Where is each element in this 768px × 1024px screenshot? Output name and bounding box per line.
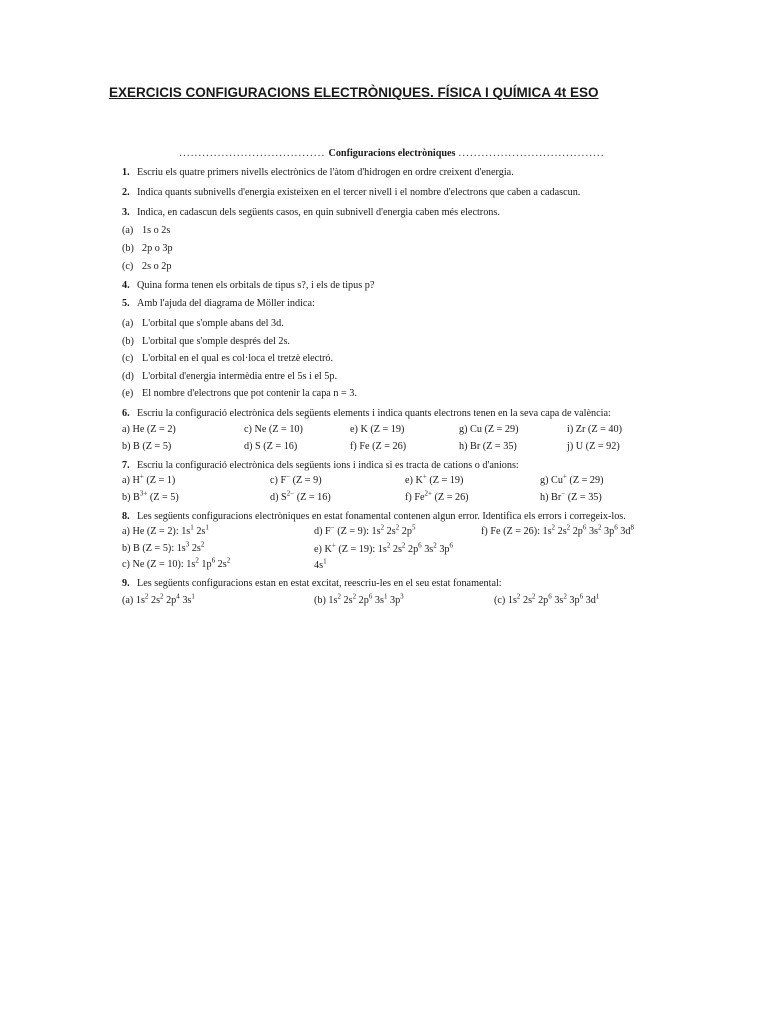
config-item: (c) $1s^2$ $2s^2$ $2p^6$ $3s^2$ $3p^6$ $3d^1$ [494,592,600,606]
list-item: (d) L'orbital d'energia intermèdia entre el 5s i el 5p. [122,371,337,382]
page-title: EXERCICIS CONFIGURACIONS ELECTRÒNIQUES. FÍSICA I QUÍMICA 4t ESO [109,85,599,100]
question-text: Quina forma tenen els orbitals de tipus s?, i els de tipus p? [137,280,375,291]
question-number: 7. [122,460,130,471]
question-text: Escriu la configuració electrònica dels següents ions i indica si es tracta de cations o d'anions: [137,460,519,471]
element-item: d) S (Z = 16) [244,441,298,452]
ion-item: h) Br− (Z = 35) [540,489,602,503]
question-text: Indica quants subnivells d'energia existeixen en el tercer nivell i el nombre d'electrons que caben a cadascun. [137,187,581,198]
question-1 [122,166,514,179]
ion-item: a) H+ (Z = 1) [122,472,176,486]
question-2 [122,186,580,199]
section-heading-text: Configuracions electròniques [328,147,456,159]
question-5 [122,297,315,310]
config-item: f) Fe (Z = 26): $1s^2$ $2s^2$ $2p^6$ $3s^2$ $3p^6$ $3d^8$ [481,523,634,537]
element-item: f) Fe (Z = 26) [350,441,407,452]
ion-item: b) $B^{3+}$ (Z = 5) [122,489,179,503]
list-item: (a) L'orbital que s'omple abans del 3d. [122,318,284,329]
question-number: 1. [122,167,130,178]
config-item: $4s^1$ [314,557,327,571]
list-item: (e) El nombre d'electrons que pot contenir la capa n = 3. [122,388,357,399]
question-number: 2. [122,187,130,198]
list-item: (a) 1s o 2s [122,225,171,236]
config-item: (b) $1s^2$ $2s^2$ $2p^6$ $3s^1$ $3p^3$ [314,592,404,606]
ion-item: d) $S^{2-}$ (Z = 16) [270,489,331,503]
question-8 [122,510,626,523]
question-text: Les següents configuracions estan en estat excitat, reescriu-les en el seu estat fonamental: [137,578,502,589]
question-number: 9. [122,578,130,589]
question-text: Escriu la configuració electrònica dels següents elements i indica quants electrons tenen en la seva capa de valència: [137,408,611,419]
config-item: (a) $1s^2$ $2s^2$ $2p^4$ $3s^1$ [122,592,195,606]
question-number: 5. [122,298,130,309]
element-item: h) Br (Z = 35) [459,441,517,452]
question-number: 6. [122,408,130,419]
question-3 [122,206,500,219]
element-item: a) He (Z = 2) [122,424,176,435]
ion-item: g) Cu+ (Z = 29) [540,472,604,486]
question-6 [122,407,611,420]
element-item: b) B (Z = 5) [122,441,172,452]
question-number: 3. [122,207,130,218]
question-text: Escriu els quatre primers nivells electrònics de l'àtom d'hidrogen en ordre creixent d'energia. [137,167,514,178]
config-item: a) He (Z = 2): $1s^1$ $2s^1$ [122,523,209,537]
list-item: (c) L'orbital en el qual es col·loca el tretzè electró. [122,353,334,364]
question-7 [122,459,519,472]
question-text: Indica, en cadascun dels següents casos, en quin subnivell d'energia caben més electrons. [137,207,500,218]
question-text: Amb l'ajuda del diagrama de Möller indica: [137,298,315,309]
exercise-sheet [122,146,662,606]
element-item: g) Cu (Z = 29) [459,424,519,435]
config-item: d) F− (Z = 9): $1s^2$ $2s^2$ $2p^5$ [314,523,416,537]
list-item: (c) 2s o 2p [122,261,172,272]
section-heading [122,146,662,160]
ion-item: f) $Fe^{2+}$ (Z = 26) [405,489,469,503]
list-item: (b) L'orbital que s'omple després del 2s. [122,336,290,347]
question-4 [122,279,374,292]
config-item: e) K+ (Z = 19): $1s^2$ $2s^2$ $2p^6$ $3s^2$ $3p^6$ [314,541,453,555]
question-9 [122,577,502,590]
ion-item: e) K+ (Z = 19) [405,472,464,486]
config-item: b) B (Z = 5): $1s^3$ $2s^2$ [122,540,205,554]
element-item: c) Ne (Z = 10) [244,424,303,435]
element-item: e) K (Z = 19) [350,424,405,435]
ion-item: c) F− (Z = 9) [270,472,322,486]
question-number: 8. [122,511,130,522]
element-item: i) Zr (Z = 40) [567,424,622,435]
section-dots-right: ...................................... [458,147,605,159]
element-item: j) U (Z = 92) [567,441,620,452]
list-item: (b) 2p o 3p [122,243,173,254]
question-text: Les següents configuracions electròniques en estat fonamental contenen algun error. Identifica els errors i corregeix-los. [137,511,626,522]
section-dots-left: ...................................... [179,147,326,159]
config-item: c) Ne (Z = 10): $1s^2$ $1p^6$ $2s^2$ [122,556,231,570]
question-number: 4. [122,280,130,291]
